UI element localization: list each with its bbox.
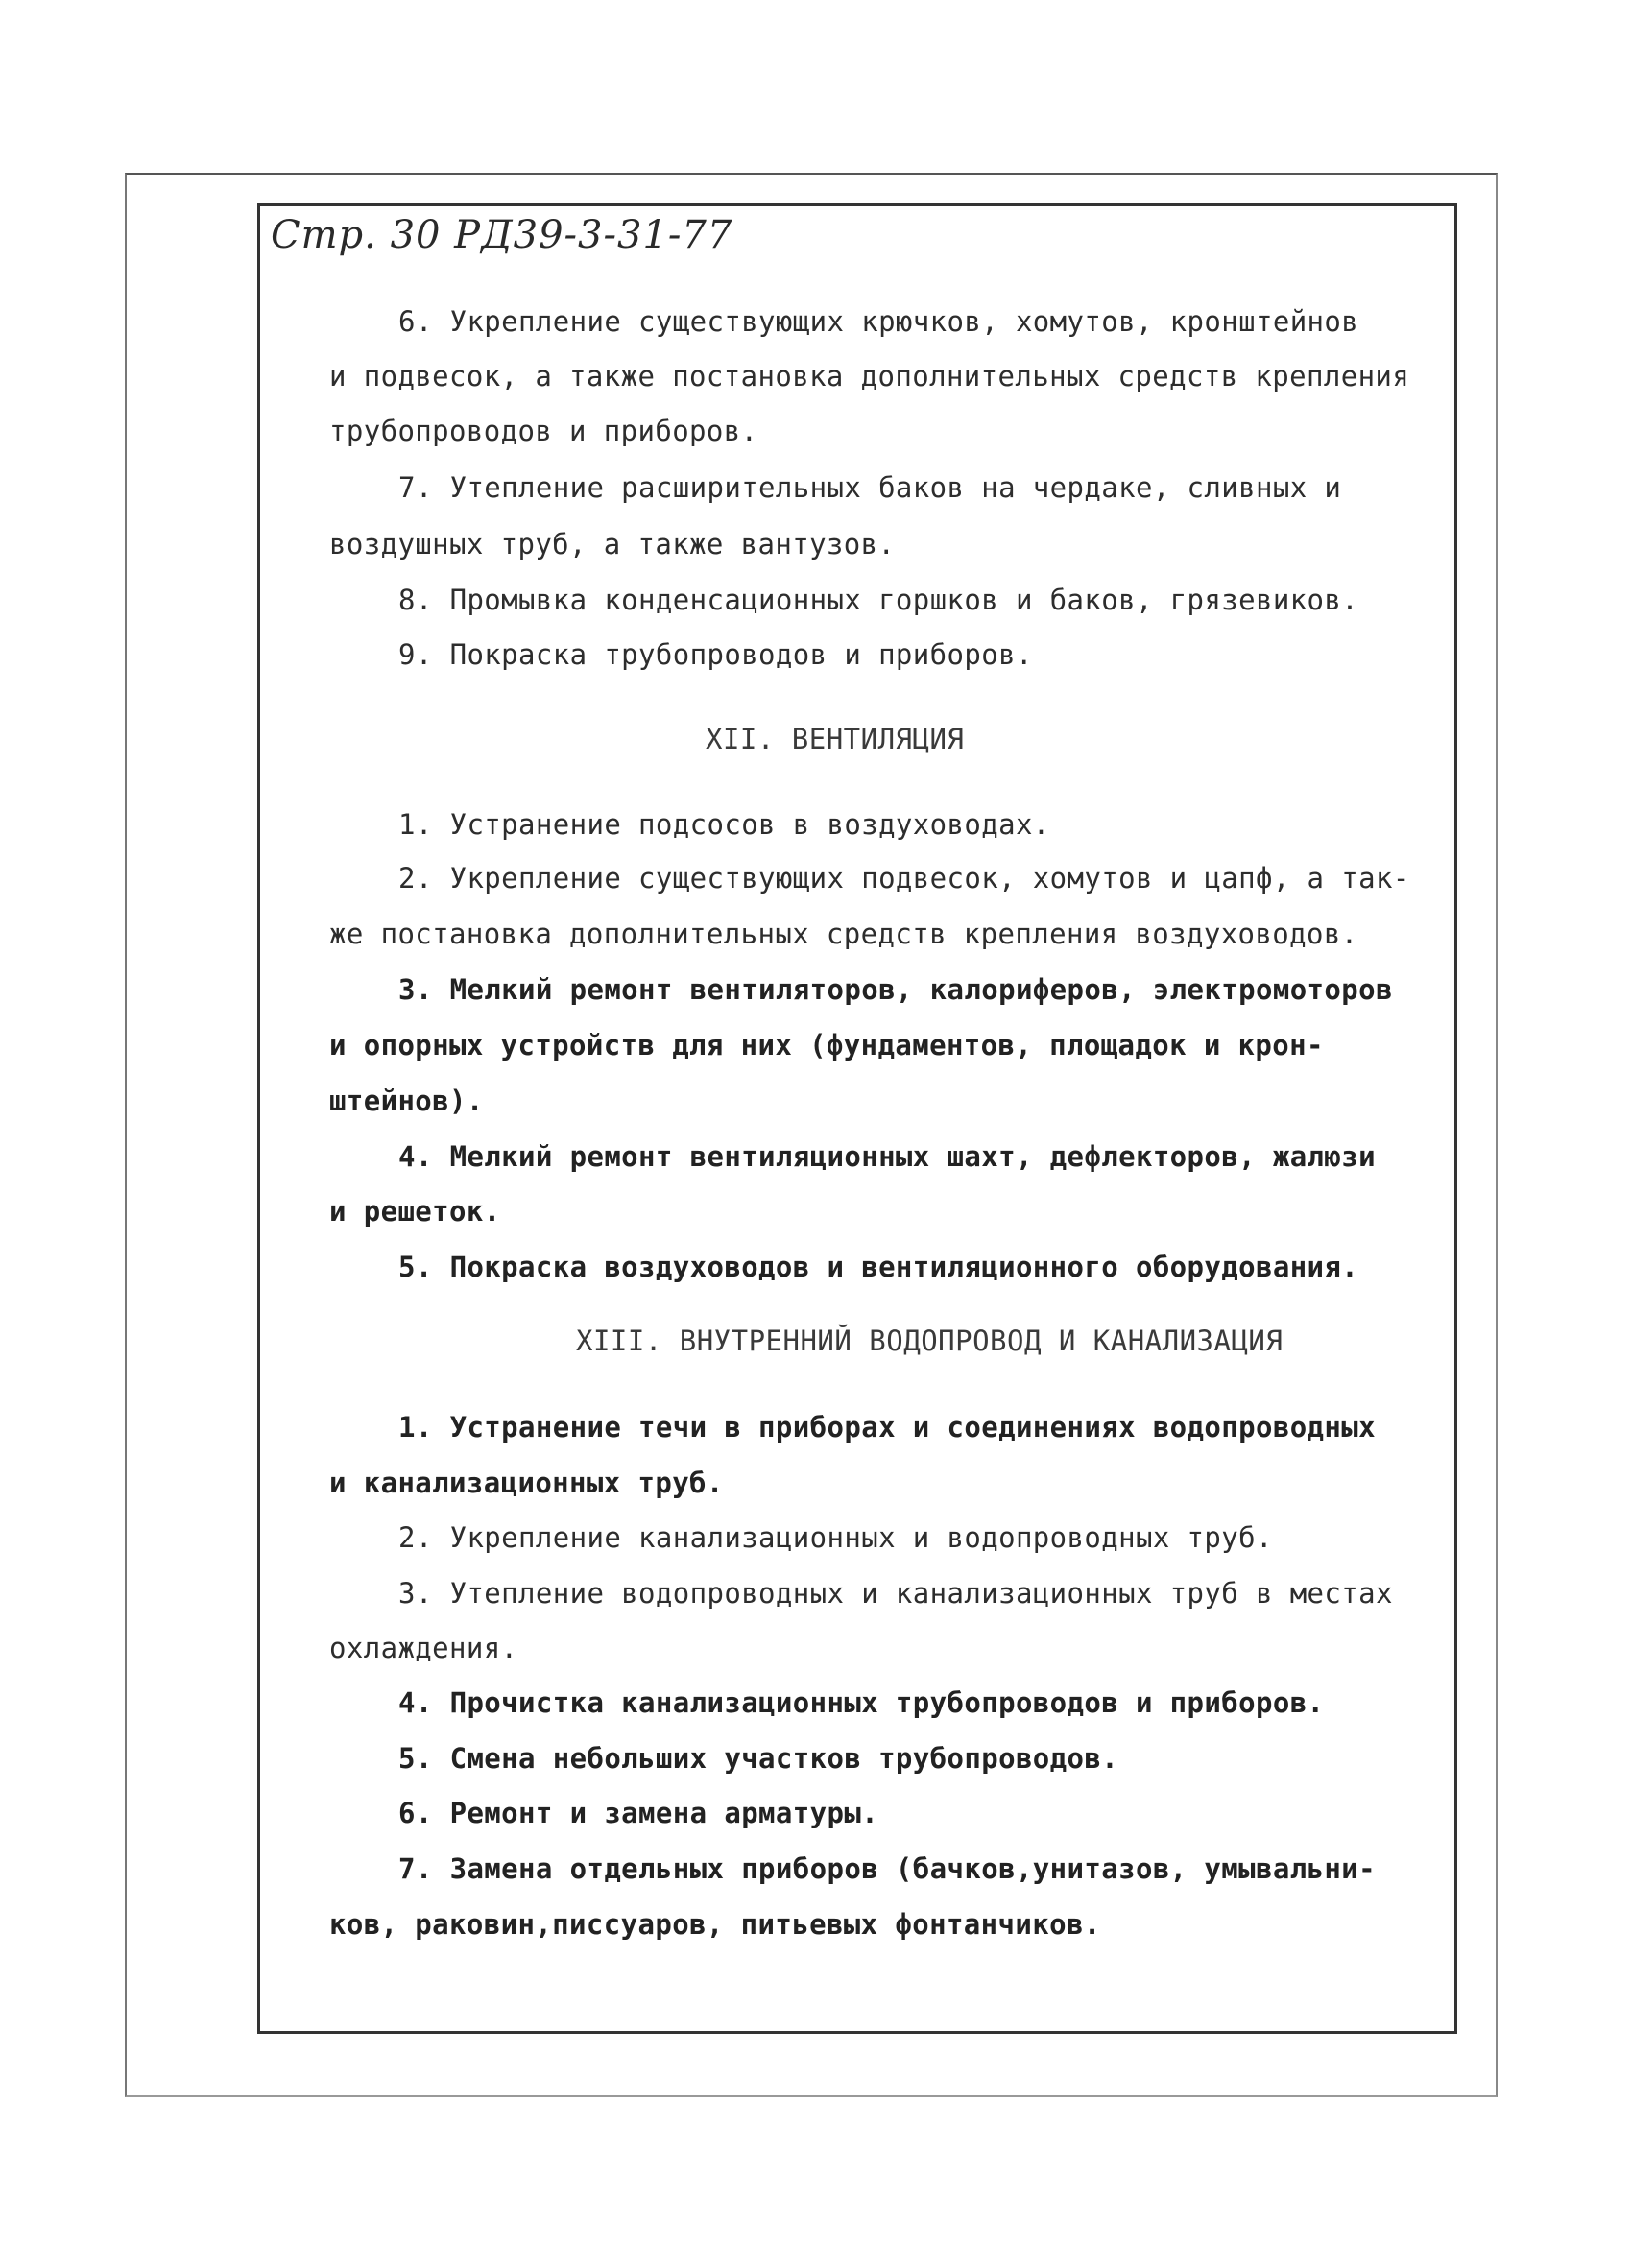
text-line: 7. Утепление расширительных баков на чердаке, сливных и — [398, 471, 1342, 504]
text-line: трубопроводов и приборов. — [329, 415, 758, 447]
text-line: 8. Промывка конденсационных горшков и баков, грязевиков. — [398, 584, 1359, 616]
text-line: охлаждения. — [329, 1632, 518, 1664]
text-line: воздушных труб, а также вантузов. — [329, 528, 896, 561]
text-line: 2. Укрепление канализационных и водопроводных труб. — [398, 1521, 1273, 1554]
text-line: 3. Утепление водопроводных и канализационных труб в местах — [398, 1577, 1393, 1610]
section-heading-water-sewage: XIII. ВНУТРЕННИЙ ВОДОПРОВОД И КАНАЛИЗАЦИЯ — [576, 1325, 1284, 1357]
text-line: 4. Мелкий ремонт вентиляционных шахт, дефлекторов, жалюзи — [398, 1140, 1376, 1173]
text-line: 5. Покраска воздуховодов и вентиляционного оборудования. — [398, 1251, 1359, 1283]
text-line: и канализационных труб. — [329, 1467, 724, 1499]
text-line: 3. Мелкий ремонт вентиляторов, калориферов, электромоторов — [398, 973, 1393, 1006]
text-line: 7. Замена отдельных приборов (бачков,унитазов, умывальни- — [398, 1852, 1376, 1885]
text-line: и подвесок, а также постановка дополнительных средств крепления — [329, 360, 1410, 393]
text-line: 5. Смена небольших участков трубопроводов. — [398, 1742, 1119, 1775]
text-line: 4. Прочистка канализационных трубопроводов и приборов. — [398, 1686, 1325, 1719]
text-line: и решеток. — [329, 1195, 501, 1228]
text-line: штейнов). — [329, 1085, 484, 1117]
text-line: 1. Устранение подсосов в воздуховодах. — [398, 808, 1050, 841]
text-line: 2. Укрепление существующих подвесок, хомутов и цапф, а так- — [398, 862, 1410, 895]
text-line: ков, раковин,писсуаров, питьевых фонтанчиков. — [329, 1908, 1101, 1941]
text-line: 6. Укрепление существующих крючков, хомутов, кронштейнов — [398, 305, 1359, 338]
text-line: 9. Покраска трубопроводов и приборов. — [398, 638, 1033, 671]
text-line: 6. Ремонт и замена арматуры. — [398, 1797, 879, 1829]
text-line: и опорных устройств для них (фундаментов, площадок и крон- — [329, 1029, 1324, 1062]
text-line: же постановка дополнительных средств крепления воздуховодов. — [329, 918, 1358, 950]
page-header: Стр. 30 РД39-3-31-77 — [271, 213, 733, 257]
text-line: 1. Устранение течи в приборах и соединениях водопроводных — [398, 1411, 1376, 1444]
section-heading-ventilation: XII. ВЕНТИЛЯЦИЯ — [706, 723, 965, 755]
